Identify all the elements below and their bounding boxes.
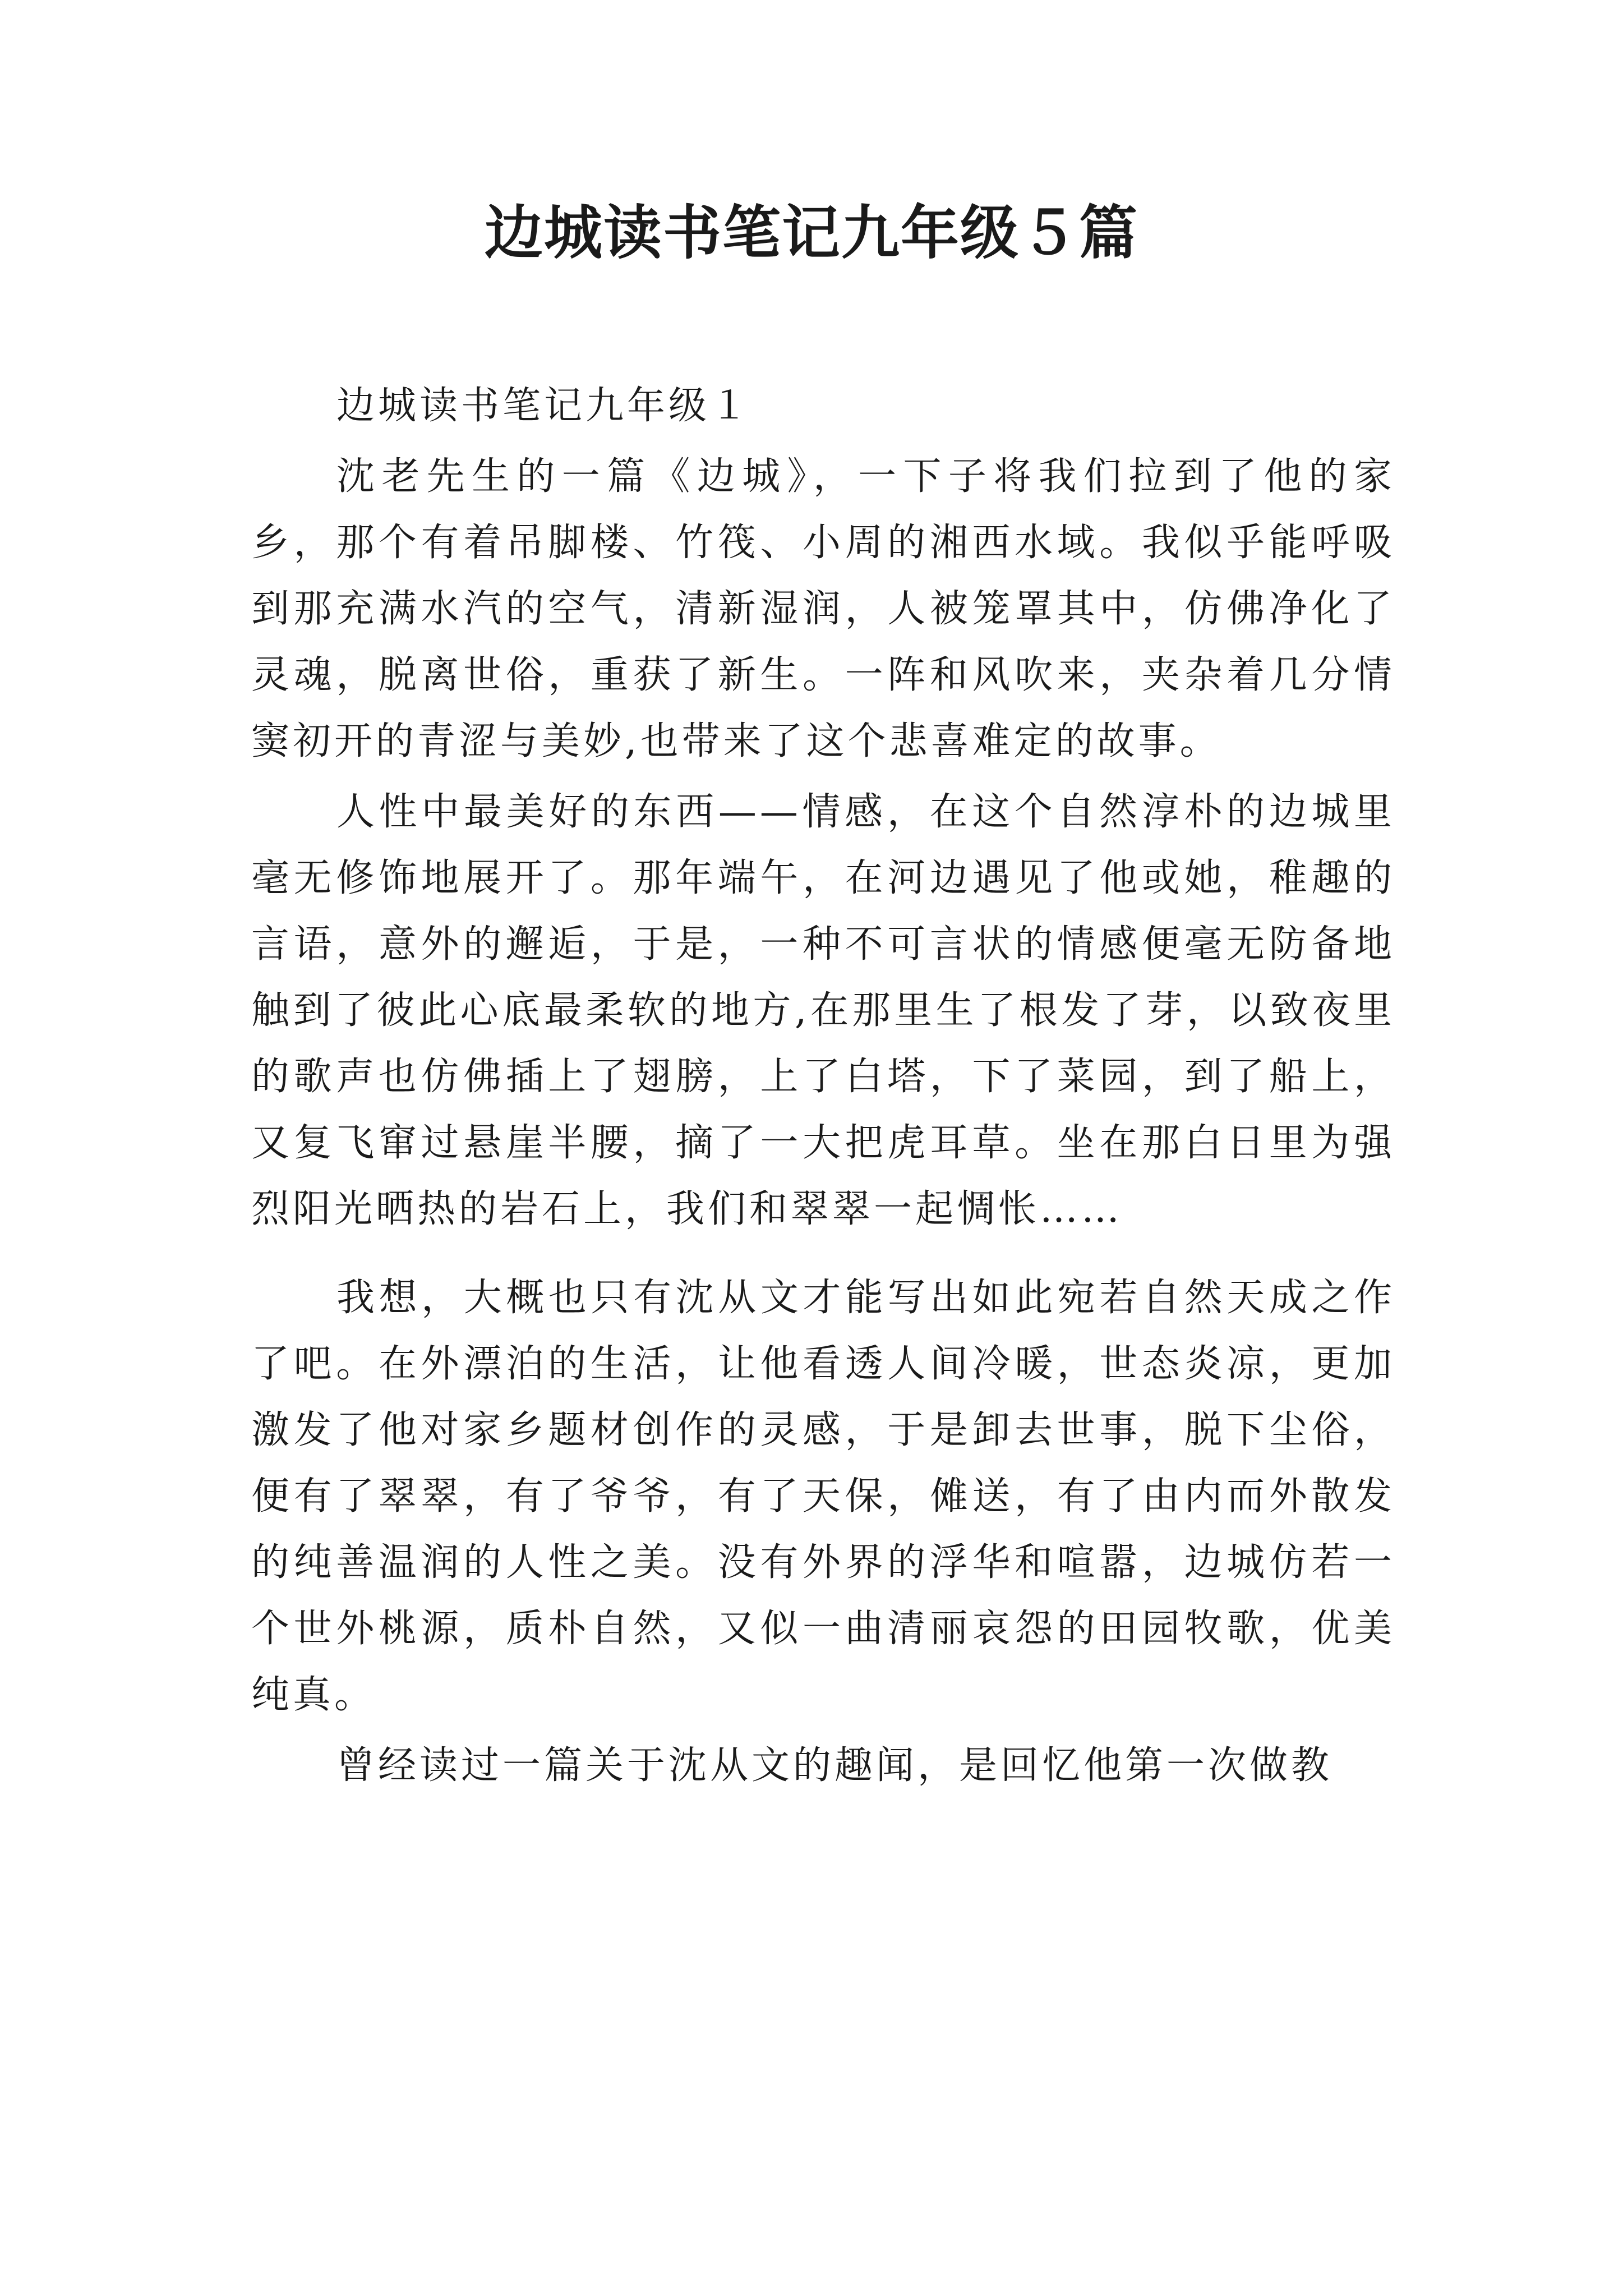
paragraph: 沈老先生的一篇《边城》，一下子将我们拉到了他的家乡，那个有着吊脚楼、竹筏、小周的湘西水域。我似乎能呼吸到那充满水汽的空气，清新湿润，人被笼罩其中，仿佛净化了灵魂，脱离世俗，重获了新生。一阵和风吹来，夹杂着几分情窦初开的青涩与美妙,也带来了这个悲喜难定的故事。	[251, 454, 1395, 763]
paragraph: 我想，大概也只有沈从文才能写出如此宛若自然天成之作了吧。在外漂泊的生活，让他看透人间冷暖，世态炎凉，更加激发了他对家乡题材创作的灵感，于是卸去世事，脱下尘俗，便有了翠翠，有了爷爷，有了天保，傩送，有了由内而外散发的纯善温润的人性之美。没有外界的浮华和喧嚣，边城仿若一个世外桃源，质朴自然，又似一曲清丽哀怨的田园牧歌，优美纯真。	[251, 1276, 1395, 1717]
paragraph: 人性中最美好的东西——情感，在这个自然淳朴的边城里毫无修饰地展开了。那年端午，在河边遇见了他或她，稚趣的言语，意外的邂逅，于是，一种不可言状的情感便毫无防备地触到了彼此心底最柔软的地方,在那里生了根发了芽，以致夜里的歌声也仿佛插上了翅膀，上了白塔，下了菜园，到了船上，又复飞窜过悬崖半腰，摘了一大把虎耳草。坐在那白日里为强烈阳光晒热的岩石上，我们和翠翠一起惆怅……	[251, 790, 1395, 1231]
document-title: 边城读书笔记九年级５篇	[484, 198, 1138, 267]
section-heading: 边城读书笔记九年级１	[336, 384, 752, 428]
document-body	[251, 373, 1395, 1803]
paragraph: 曾经读过一篇关于沈从文的趣闻，是回忆他第一次做教	[336, 1743, 1333, 1788]
